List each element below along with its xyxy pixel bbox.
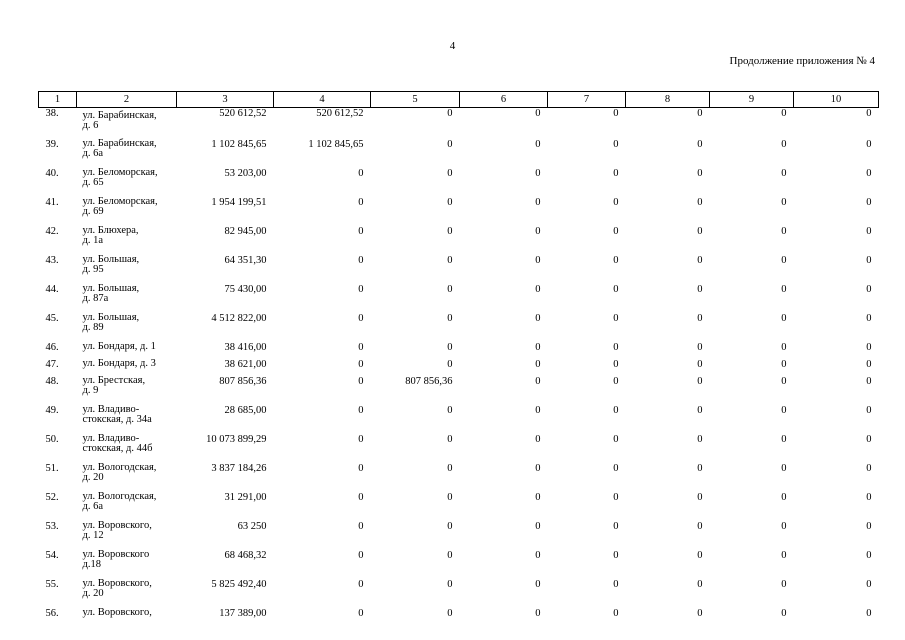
value-cell-col-5: 0 <box>447 434 453 445</box>
value-cell-col-4: 0 <box>358 463 364 474</box>
value-cell-col-10: 0 <box>866 284 872 295</box>
value-cell-col-8: 0 <box>697 108 703 119</box>
value-cell-col-6: 0 <box>535 376 541 387</box>
value-cell-col-5: 0 <box>447 168 453 179</box>
value-cell-col-10: 0 <box>866 342 872 353</box>
continuation-title: Продолжение приложения № 4 <box>729 55 875 67</box>
value-cell-col-4: 520 612,52 <box>316 108 364 119</box>
address-cell <box>77 342 177 359</box>
value-cell-col-6: 0 <box>535 313 541 324</box>
value-cell-col-6: 0 <box>535 197 541 208</box>
value-cell-col-5: 0 <box>447 521 453 532</box>
value-cell-col-9: 0 <box>781 608 787 619</box>
address-line: ул. Владиво- <box>82 433 140 444</box>
value-cell-col-9: 0 <box>781 197 787 208</box>
value-cell-col-3: 68 468,32 <box>224 550 267 561</box>
value-cell-col-4: 0 <box>358 168 364 179</box>
value-cell-col-10: 0 <box>866 608 872 619</box>
address-cell <box>77 255 177 284</box>
table-row <box>39 376 879 405</box>
table-body <box>39 108 879 626</box>
value-cell-col-10: 0 <box>866 197 872 208</box>
value-cell-col-10: 0 <box>866 168 872 179</box>
row-number: 41. <box>45 197 59 208</box>
address-line: д. 95 <box>82 264 104 275</box>
address-cell <box>77 197 177 226</box>
address-cell <box>77 608 177 625</box>
address-line: ул. Владиво- <box>82 404 140 415</box>
value-cell-col-6: 0 <box>535 434 541 445</box>
row-number: 44. <box>45 284 59 295</box>
value-cell-col-10: 0 <box>866 579 872 590</box>
value-cell-col-7: 0 <box>613 359 619 370</box>
value-cell-col-5: 0 <box>447 359 453 370</box>
value-cell-col-6: 0 <box>535 342 541 353</box>
column-header-4: 4 <box>274 92 371 108</box>
value-cell-col-5: 0 <box>447 405 453 416</box>
address-line: д. 9 <box>82 385 99 396</box>
value-cell-col-4: 0 <box>358 492 364 503</box>
value-cell-col-6: 0 <box>535 284 541 295</box>
row-number: 50. <box>45 434 59 445</box>
value-cell-col-9: 0 <box>781 579 787 590</box>
table-row <box>39 434 879 463</box>
value-cell-col-3: 1 954 199,51 <box>211 197 267 208</box>
value-cell-col-4: 0 <box>358 608 364 619</box>
value-cell-col-3: 4 512 822,00 <box>211 313 267 324</box>
address-line: ул. Большая, <box>82 312 140 323</box>
value-cell-col-4: 0 <box>358 376 364 387</box>
value-cell-col-8: 0 <box>697 405 703 416</box>
value-cell-col-4: 0 <box>358 284 364 295</box>
address-line: д. 20 <box>82 588 104 599</box>
address-cell <box>77 168 177 197</box>
value-cell-col-10: 0 <box>866 492 872 503</box>
value-cell-col-3: 137 389,00 <box>219 608 267 619</box>
address-line: ул. Воровского, <box>82 578 152 589</box>
value-cell-col-3: 28 685,00 <box>224 405 267 416</box>
address-line: ул. Брестская, <box>82 375 146 386</box>
value-cell-col-10: 0 <box>866 226 872 237</box>
value-cell-col-3: 82 945,00 <box>224 226 267 237</box>
value-cell-col-8: 0 <box>697 550 703 561</box>
value-cell-col-7: 0 <box>613 342 619 353</box>
value-cell-col-9: 0 <box>781 521 787 532</box>
address-line: ул. Блюхера, <box>82 225 139 236</box>
data-table <box>38 91 879 625</box>
value-cell-col-8: 0 <box>697 255 703 266</box>
column-header-10: 10 <box>794 92 879 108</box>
address-line: д. 20 <box>82 472 104 483</box>
value-cell-col-10: 0 <box>866 108 872 119</box>
table-row <box>39 550 879 579</box>
address-line: д. 6а <box>82 148 104 159</box>
row-number: 48. <box>45 376 59 387</box>
value-cell-col-8: 0 <box>697 226 703 237</box>
address-cell <box>77 359 177 376</box>
value-cell-col-5: 0 <box>447 579 453 590</box>
value-cell-col-4: 0 <box>358 359 364 370</box>
column-header-5: 5 <box>371 92 460 108</box>
value-cell-col-6: 0 <box>535 463 541 474</box>
address-line: ул. Воровского, <box>82 607 152 618</box>
value-cell-col-10: 0 <box>866 405 872 416</box>
value-cell-col-8: 0 <box>697 521 703 532</box>
value-cell-col-3: 10 073 899,29 <box>206 434 267 445</box>
row-number: 55. <box>45 579 59 590</box>
value-cell-col-8: 0 <box>697 608 703 619</box>
value-cell-col-7: 0 <box>613 405 619 416</box>
value-cell-col-10: 0 <box>866 521 872 532</box>
table-row <box>39 342 879 359</box>
value-cell-col-5: 0 <box>447 284 453 295</box>
value-cell-col-9: 0 <box>781 550 787 561</box>
value-cell-col-6: 0 <box>535 108 541 119</box>
value-cell-col-6: 0 <box>535 139 541 150</box>
row-number: 38. <box>45 108 59 119</box>
row-number: 39. <box>45 139 59 150</box>
column-header-8: 8 <box>626 92 710 108</box>
value-cell-col-8: 0 <box>697 492 703 503</box>
value-cell-col-10: 0 <box>866 550 872 561</box>
column-header-1: 1 <box>39 92 77 108</box>
address-line: д. 12 <box>82 530 104 541</box>
address-line: ул. Большая, <box>82 283 140 294</box>
value-cell-col-4: 0 <box>358 342 364 353</box>
value-cell-col-9: 0 <box>781 359 787 370</box>
value-cell-col-5: 0 <box>447 313 453 324</box>
value-cell-col-9: 0 <box>781 226 787 237</box>
table-row <box>39 197 879 226</box>
address-cell <box>77 434 177 463</box>
address-line: д.18 <box>82 559 101 570</box>
row-number: 56. <box>45 608 59 619</box>
column-header-row <box>39 92 879 108</box>
value-cell-col-10: 0 <box>866 376 872 387</box>
address-line: д. 6а <box>82 501 104 512</box>
address-cell <box>77 284 177 313</box>
value-cell-col-8: 0 <box>697 313 703 324</box>
value-cell-col-7: 0 <box>613 255 619 266</box>
value-cell-col-8: 0 <box>697 463 703 474</box>
address-cell <box>77 376 177 405</box>
value-cell-col-9: 0 <box>781 342 787 353</box>
address-line: ул. Воровского, <box>82 520 152 531</box>
value-cell-col-7: 0 <box>613 168 619 179</box>
value-cell-col-4: 0 <box>358 313 364 324</box>
value-cell-col-7: 0 <box>613 108 619 119</box>
value-cell-col-5: 0 <box>447 608 453 619</box>
value-cell-col-9: 0 <box>781 376 787 387</box>
value-cell-col-7: 0 <box>613 284 619 295</box>
row-number: 52. <box>45 492 59 503</box>
column-header-3: 3 <box>177 92 274 108</box>
page-number: 4 <box>449 40 456 52</box>
column-header-6: 6 <box>460 92 548 108</box>
value-cell-col-4: 1 102 845,65 <box>308 139 364 150</box>
value-cell-col-4: 0 <box>358 226 364 237</box>
value-cell-col-9: 0 <box>781 405 787 416</box>
value-cell-col-8: 0 <box>697 139 703 150</box>
value-cell-col-5: 0 <box>447 226 453 237</box>
address-cell <box>77 139 177 168</box>
value-cell-col-9: 0 <box>781 434 787 445</box>
table-row <box>39 226 879 255</box>
value-cell-col-7: 0 <box>613 550 619 561</box>
value-cell-col-4: 0 <box>358 197 364 208</box>
row-number: 54. <box>45 550 59 561</box>
value-cell-col-10: 0 <box>866 359 872 370</box>
value-cell-col-6: 0 <box>535 226 541 237</box>
column-header-2: 2 <box>77 92 177 108</box>
column-header-7: 7 <box>548 92 626 108</box>
table-row <box>39 108 879 140</box>
row-number: 47. <box>45 359 59 370</box>
value-cell-col-8: 0 <box>697 579 703 590</box>
row-number: 51. <box>45 463 59 474</box>
value-cell-col-3: 1 102 845,65 <box>211 139 267 150</box>
value-cell-col-9: 0 <box>781 463 787 474</box>
address-line: стокская, д. 34а <box>82 414 152 425</box>
table-row <box>39 313 879 342</box>
value-cell-col-5: 0 <box>447 139 453 150</box>
value-cell-col-7: 0 <box>613 492 619 503</box>
value-cell-col-9: 0 <box>781 492 787 503</box>
address-line: д. 89 <box>82 322 104 333</box>
value-cell-col-3: 38 621,00 <box>224 359 267 370</box>
value-cell-col-4: 0 <box>358 434 364 445</box>
value-cell-col-5: 0 <box>447 342 453 353</box>
table-row <box>39 463 879 492</box>
value-cell-col-8: 0 <box>697 359 703 370</box>
value-cell-col-5: 0 <box>447 255 453 266</box>
row-number: 46. <box>45 342 59 353</box>
value-cell-col-7: 0 <box>613 579 619 590</box>
value-cell-col-6: 0 <box>535 492 541 503</box>
value-cell-col-9: 0 <box>781 255 787 266</box>
value-cell-col-4: 0 <box>358 550 364 561</box>
value-cell-col-5: 0 <box>447 492 453 503</box>
value-cell-col-4: 0 <box>358 579 364 590</box>
address-cell <box>77 226 177 255</box>
row-number: 43. <box>45 255 59 266</box>
value-cell-col-8: 0 <box>697 342 703 353</box>
value-cell-col-9: 0 <box>781 284 787 295</box>
value-cell-col-9: 0 <box>781 108 787 119</box>
value-cell-col-7: 0 <box>613 521 619 532</box>
address-line: ул. Беломорская, <box>82 167 158 178</box>
column-header-9: 9 <box>710 92 794 108</box>
value-cell-col-7: 0 <box>613 226 619 237</box>
value-cell-col-9: 0 <box>781 139 787 150</box>
value-cell-col-3: 75 430,00 <box>224 284 267 295</box>
address-cell <box>77 313 177 342</box>
address-line: ул. Барабинская, <box>82 110 157 121</box>
address-line: д. 65 <box>82 177 104 188</box>
value-cell-col-6: 0 <box>535 550 541 561</box>
address-line: ул. Барабинская, <box>82 138 157 149</box>
value-cell-col-9: 0 <box>781 168 787 179</box>
address-line: ул. Вологодская, <box>82 491 157 502</box>
table-row <box>39 521 879 550</box>
address-line: ул. Беломорская, <box>82 196 158 207</box>
address-cell <box>77 405 177 434</box>
table-row <box>39 139 879 168</box>
value-cell-col-8: 0 <box>697 197 703 208</box>
address-line: д. 1а <box>82 235 104 246</box>
row-number: 40. <box>45 168 59 179</box>
address-cell <box>77 579 177 608</box>
value-cell-col-7: 0 <box>613 376 619 387</box>
value-cell-col-6: 0 <box>535 579 541 590</box>
table-row <box>39 359 879 376</box>
value-cell-col-6: 0 <box>535 608 541 619</box>
value-cell-col-3: 63 250 <box>237 521 267 532</box>
address-line: ул. Бондаря, д. 3 <box>82 358 156 369</box>
value-cell-col-6: 0 <box>535 521 541 532</box>
value-cell-col-3: 5 825 492,40 <box>211 579 267 590</box>
value-cell-col-10: 0 <box>866 463 872 474</box>
address-line: ул. Большая, <box>82 254 140 265</box>
value-cell-col-3: 31 291,00 <box>224 492 267 503</box>
table-row <box>39 405 879 434</box>
value-cell-col-5: 0 <box>447 550 453 561</box>
table-row <box>39 492 879 521</box>
value-cell-col-8: 0 <box>697 168 703 179</box>
value-cell-col-4: 0 <box>358 521 364 532</box>
table-row <box>39 608 879 625</box>
table-row <box>39 579 879 608</box>
value-cell-col-6: 0 <box>535 359 541 370</box>
value-cell-col-3: 38 416,00 <box>224 342 267 353</box>
address-line: ул. Вологодская, <box>82 462 157 473</box>
value-cell-col-6: 0 <box>535 168 541 179</box>
value-cell-col-4: 0 <box>358 255 364 266</box>
address-line: ул. Бондаря, д. 1 <box>82 341 156 352</box>
value-cell-col-10: 0 <box>866 139 872 150</box>
address-line: стокская, д. 44б <box>82 443 153 454</box>
table-row <box>39 255 879 284</box>
value-cell-col-7: 0 <box>613 434 619 445</box>
value-cell-col-8: 0 <box>697 376 703 387</box>
value-cell-col-10: 0 <box>866 313 872 324</box>
value-cell-col-10: 0 <box>866 255 872 266</box>
address-cell <box>77 108 177 140</box>
address-line: д. 6 <box>82 120 99 131</box>
value-cell-col-3: 53 203,00 <box>224 168 267 179</box>
value-cell-col-7: 0 <box>613 197 619 208</box>
value-cell-col-5: 807 856,36 <box>405 376 453 387</box>
row-number: 49. <box>45 405 59 416</box>
value-cell-col-3: 520 612,52 <box>219 108 267 119</box>
address-cell <box>77 550 177 579</box>
value-cell-col-3: 64 351,30 <box>224 255 267 266</box>
value-cell-col-6: 0 <box>535 405 541 416</box>
value-cell-col-5: 0 <box>447 463 453 474</box>
value-cell-col-3: 3 837 184,26 <box>211 463 267 474</box>
address-line: д. 69 <box>82 206 104 217</box>
row-number: 42. <box>45 226 59 237</box>
address-line: д. 87а <box>82 293 109 304</box>
value-cell-col-9: 0 <box>781 313 787 324</box>
table-row <box>39 168 879 197</box>
value-cell-col-7: 0 <box>613 608 619 619</box>
address-cell <box>77 521 177 550</box>
value-cell-col-6: 0 <box>535 255 541 266</box>
value-cell-col-7: 0 <box>613 139 619 150</box>
value-cell-col-3: 807 856,36 <box>219 376 267 387</box>
value-cell-col-5: 0 <box>447 108 453 119</box>
value-cell-col-4: 0 <box>358 405 364 416</box>
address-cell <box>77 463 177 492</box>
address-line: ул. Воровского <box>82 549 150 560</box>
value-cell-col-5: 0 <box>447 197 453 208</box>
row-number: 45. <box>45 313 59 324</box>
value-cell-col-7: 0 <box>613 463 619 474</box>
table-row <box>39 284 879 313</box>
row-number: 53. <box>45 521 59 532</box>
value-cell-col-10: 0 <box>866 434 872 445</box>
address-cell <box>77 492 177 521</box>
value-cell-col-7: 0 <box>613 313 619 324</box>
value-cell-col-8: 0 <box>697 284 703 295</box>
value-cell-col-8: 0 <box>697 434 703 445</box>
